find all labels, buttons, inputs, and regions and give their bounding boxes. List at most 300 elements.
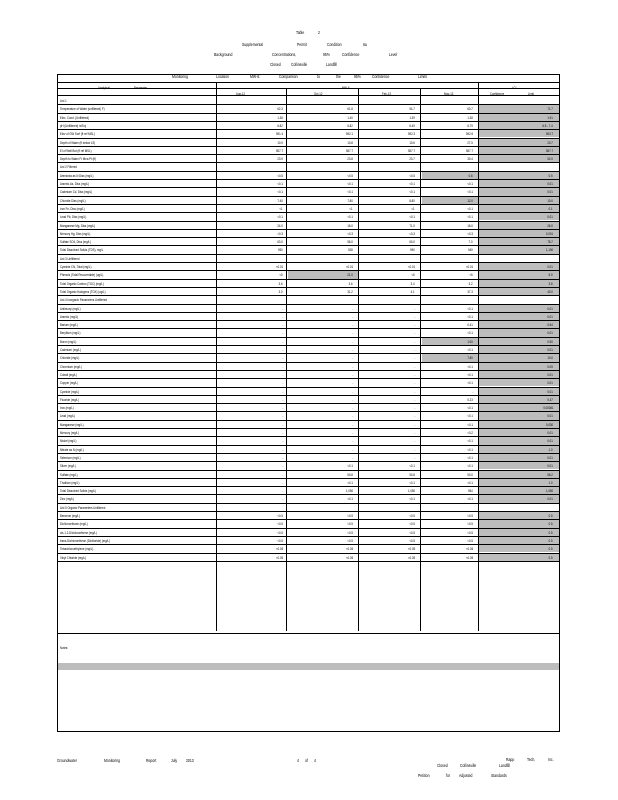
value-cell: 3.0 — [279, 288, 283, 294]
value-cell: - — [352, 396, 353, 402]
value-cell: <0.01 — [345, 264, 353, 269]
parameter-label: Cobalt (mg/L) — [60, 371, 77, 377]
lcl-shade — [479, 512, 559, 519]
value-cell: - — [352, 413, 353, 419]
value-cell: <0.1 — [467, 330, 473, 336]
col-head-date: Aug-12 — [236, 91, 246, 96]
col-head-parameter: Parameter — [134, 85, 148, 90]
value-cell: - — [414, 313, 415, 319]
value-cell: <0.1 — [467, 363, 473, 369]
value-cell: <0.1 — [467, 305, 473, 311]
value-cell: 10.6 — [409, 139, 415, 145]
value-cell: - — [414, 438, 415, 444]
parameter-label: Tetrachloroethylene (mg/L) — [60, 546, 94, 552]
lcl-cell: 0.01 — [547, 430, 553, 435]
value-cell: - — [352, 446, 353, 452]
section-label: List 4 Inorganic Parameters Unfiltered — [60, 297, 108, 303]
col-head-date: Feb-13 — [382, 91, 391, 96]
value-cell: - — [282, 347, 283, 352]
value-cell: 23.8 — [347, 156, 353, 162]
value-cell: 3.6 — [279, 280, 283, 286]
value-cell: <0.01 — [407, 264, 415, 269]
value-cell: 50.8 — [409, 471, 415, 477]
value-cell: 61.8 — [347, 106, 353, 112]
lcl-cell: 0.01 — [547, 413, 553, 419]
parameter-label: Chloride Diss (mg/L) — [60, 197, 86, 203]
value-cell: <0.05 — [345, 554, 353, 560]
value-cell: <5 — [469, 272, 473, 278]
company-word: Rapp — [506, 757, 515, 762]
value-cell: 950 — [278, 247, 283, 253]
value-cell: <0.1 — [467, 181, 473, 186]
value-cell: - — [282, 496, 283, 502]
value-cell: <0.5 — [409, 537, 415, 543]
col-head-date: Oct-12 — [314, 91, 323, 96]
row-rule — [58, 561, 559, 562]
parameter-label: Manganese (mg/L) — [60, 421, 84, 427]
value-cell: - — [414, 363, 415, 369]
band-word: the — [336, 74, 341, 79]
parameter-label: Iron Fe, Diss (mg/L) — [60, 205, 85, 211]
value-cell: - — [352, 371, 353, 377]
value-cell: - — [352, 355, 353, 361]
parameter-label: Beryllium (mg/L) — [60, 330, 81, 336]
lcl-cell: 0.01 — [547, 181, 553, 186]
value-cell: <0.5 — [467, 521, 473, 527]
value-cell: <1 — [279, 205, 283, 211]
title-word: Landfill — [326, 62, 337, 67]
section-label: List 3 Unfiltered — [60, 255, 80, 261]
value-cell: 940 — [468, 247, 473, 253]
parameter-label: Barium (mg/L) — [60, 322, 78, 328]
value-cell: <0.1 — [467, 454, 473, 460]
lcl-cell: 10.0 — [547, 197, 553, 203]
value-cell: - — [414, 405, 415, 411]
lcl-cell: 0.5 — [549, 521, 553, 527]
lcl-cell: 0.50 — [547, 338, 553, 344]
value-cell: <0.1 — [409, 181, 415, 186]
value-cell: 21.0 — [347, 272, 353, 278]
value-cell: - — [352, 347, 353, 352]
value-cell: 1.38 — [467, 114, 473, 120]
value-cell: 3.6 — [349, 280, 353, 286]
parameter-label: pH (Unfiltered) mS/cj — [60, 122, 86, 128]
title-word: Condition — [327, 42, 342, 47]
band-word: Location — [216, 74, 230, 79]
value-cell: 31.2 — [347, 288, 353, 294]
value-cell: <0.5 — [277, 537, 283, 543]
lcl-cell: 26.0 — [547, 222, 553, 228]
lcl-cell: 40.0 — [547, 288, 553, 294]
lcl-cell: 56.2 — [547, 471, 553, 477]
parameter-label: Cadmium (mg/L) — [60, 347, 81, 352]
lcl-cell: 0.01 — [547, 313, 553, 319]
divider — [58, 95, 559, 96]
col-head-confidence: Confidence — [490, 91, 505, 96]
value-cell: - — [282, 405, 283, 411]
value-cell: 58.0 — [347, 239, 353, 245]
value-cell: <0.1 — [347, 479, 353, 485]
value-cell: <0.1 — [347, 214, 353, 220]
lcl-shade — [479, 520, 559, 527]
parameter-label: Arsenic (mg/L) — [60, 313, 79, 319]
lcl-cell: 0.47 — [547, 396, 553, 402]
value-cell: <0.1 — [467, 189, 473, 195]
title-word: 6a — [363, 42, 367, 47]
lcl-cell: 0.1 — [549, 205, 553, 211]
value-cell: - — [414, 454, 415, 460]
value-cell: <0.3 — [467, 230, 473, 236]
band-word: to — [317, 74, 320, 79]
value-cell: <0.1 — [277, 181, 283, 186]
parameter-label: Vinyl Chloride (mg/L) — [60, 554, 87, 560]
parameter-label: trans-Dichloroethene (Dichloride) (mg/L) — [60, 537, 110, 543]
title-word: Permit — [297, 42, 307, 47]
parameter-label: Mercury (mg/L) — [60, 430, 79, 435]
value-cell: - — [352, 430, 353, 435]
value-cell: - — [282, 371, 283, 377]
lcl-cell: 1.0 — [549, 479, 553, 485]
value-cell: <0.01 — [465, 264, 473, 269]
title-word: Concentrations, — [272, 52, 297, 57]
value-cell: 954 — [468, 488, 473, 494]
value-cell: 30.4 — [467, 156, 473, 162]
value-cell: <0.01 — [275, 264, 283, 269]
value-cell: - — [414, 322, 415, 328]
value-cell: <0.1 — [409, 214, 415, 220]
value-cell: - — [282, 330, 283, 336]
value-cell: - — [352, 330, 353, 336]
value-cell: 37.3 — [467, 288, 473, 294]
footer-word: 2013 — [186, 758, 194, 763]
parameter-label: Lead Pb, Diss (mg/L) — [60, 214, 87, 220]
footer-word: for — [446, 773, 451, 778]
value-cell: - — [352, 454, 353, 460]
value-cell: - — [352, 322, 353, 328]
lcl-cell: 557.7 — [545, 147, 553, 153]
lcl-shade — [479, 271, 559, 278]
lcl-cell: 0.001 — [545, 230, 553, 236]
parameter-label: Mercury Hg, Diss (mg/L) — [60, 230, 91, 236]
parameter-label: Elec. Cond. (Unfiltered) — [60, 114, 90, 120]
value-cell: - — [414, 413, 415, 419]
parameter-label: Arsenic As, Diss (mg/L) — [60, 181, 90, 186]
value-cell: 7.0 — [469, 239, 473, 245]
value-cell: 0.41 — [467, 322, 473, 328]
value-cell: 1.39 — [409, 114, 415, 120]
lcl-shade — [479, 205, 559, 212]
parameter-label: Iron (mg/L) — [60, 405, 74, 411]
value-cell: <0.5 — [347, 537, 353, 543]
value-cell: - — [282, 355, 283, 361]
value-cell: <0.5 — [347, 521, 353, 527]
value-cell: <0.1 — [467, 380, 473, 386]
column-rule — [420, 88, 421, 631]
lcl-cell: 0.5 — [549, 537, 553, 543]
lcl-cell: 0.01 — [547, 264, 553, 269]
value-cell: <0.1 — [467, 463, 473, 469]
value-cell: <0.1 — [409, 463, 415, 469]
lcl-cell: 52.0 — [547, 156, 553, 162]
value-cell: 23.7 — [409, 156, 415, 162]
parameter-label: Thallium (mg/L) — [60, 479, 80, 485]
footer-word: Collinsville — [460, 763, 477, 768]
value-cell: 3.2 — [469, 280, 473, 286]
value-cell: 1.00 — [467, 338, 473, 344]
value-cell: <0.1 — [467, 421, 473, 427]
value-cell: <0.1 — [467, 371, 473, 377]
value-cell: 60.7 — [467, 106, 473, 112]
company-word: Tech, — [527, 757, 536, 762]
section-label: List 2 Filtered — [60, 164, 77, 170]
col-head-analytical: Analytical — [98, 85, 110, 90]
value-cell: <0.1 — [409, 189, 415, 195]
value-cell: <0.5 — [347, 513, 353, 518]
value-cell: - — [414, 355, 415, 361]
value-cell: 6.82 — [347, 122, 353, 128]
footer-landfill: Landfill — [499, 763, 510, 768]
lcl-cell: 0.5 — [549, 529, 553, 535]
value-cell: 7.80 — [467, 355, 473, 361]
footer-word: July — [171, 758, 178, 763]
lcl-cell: 0.01 — [547, 388, 553, 394]
value-cell: - — [282, 313, 283, 319]
value-cell: <0.5 — [409, 529, 415, 535]
value-cell: <5 — [279, 272, 283, 278]
lcl-cell: 0.01 — [547, 438, 553, 444]
value-cell: <0.05 — [407, 554, 415, 560]
value-cell: <0.1 — [467, 405, 473, 411]
column-rule — [478, 82, 479, 631]
parameter-label: Sulfate (mg/L) — [60, 471, 78, 477]
parameter-label: Dichloroethane (mg/L) — [60, 521, 88, 527]
value-cell: <1 — [349, 205, 353, 211]
lcl-cell: 0.01 — [547, 380, 553, 386]
value-cell: <0.5 — [277, 529, 283, 535]
value-cell: <0.5 — [467, 529, 473, 535]
lcl-cell: 1.91 — [547, 114, 553, 120]
band-word: 95% — [354, 74, 361, 79]
value-cell: <0.1 — [467, 313, 473, 319]
value-cell: 1.38 — [277, 114, 283, 120]
col-head-well: MW-6 — [342, 85, 350, 90]
lcl-cell: 20.7 — [547, 139, 553, 145]
parameter-label: Temperature of Water (unfiltered) F) — [60, 106, 105, 112]
value-cell: 1.40 — [347, 114, 353, 120]
value-cell: - — [414, 338, 415, 344]
value-cell: 16.0 — [467, 222, 473, 228]
value-cell: 7.80 — [347, 197, 353, 203]
parameter-label: Zinc (mg/L) — [60, 496, 75, 502]
value-cell: - — [352, 363, 353, 369]
value-cell: 557.7 — [407, 147, 415, 153]
lcl-cell: 0.01 — [547, 330, 553, 336]
value-cell: 71.0 — [409, 222, 415, 228]
table-number: 2 — [318, 30, 320, 35]
title-word: Supplemental — [242, 42, 264, 47]
value-cell: <0.3 — [277, 230, 283, 236]
value-cell: 50.8 — [347, 471, 353, 477]
value-cell: 592.3 — [407, 131, 415, 137]
value-cell: 10.8 — [347, 139, 353, 145]
row-rule — [58, 503, 559, 504]
parameter-label: Silver (mg/L) — [60, 463, 76, 469]
lcl-cell: 0.01 — [547, 214, 553, 220]
parameter-label: Chromium (mg/L) — [60, 363, 82, 369]
value-cell: <0.1 — [347, 189, 353, 195]
divider — [58, 633, 559, 634]
value-cell: 6.82 — [277, 122, 283, 128]
lcl-shade — [479, 545, 559, 552]
footer-word: Petition — [418, 773, 430, 778]
parameter-label: Ammonia as N Diss (mg/L) — [60, 172, 94, 178]
value-cell: - — [352, 388, 353, 394]
footer-word: Report — [146, 758, 157, 763]
parameter-label: Sulfate SO4, Diss (mg/L) — [60, 239, 91, 245]
value-cell: - — [282, 454, 283, 460]
col-head-limit: Limit — [528, 91, 534, 96]
title-word: Level — [389, 52, 398, 57]
value-cell: 928 — [348, 247, 353, 253]
value-cell: - — [352, 313, 353, 319]
value-cell: - — [472, 388, 473, 394]
value-cell: - — [414, 396, 415, 402]
value-cell: - — [414, 380, 415, 386]
value-cell: 4.1 — [411, 288, 415, 294]
value-cell: - — [282, 479, 283, 485]
value-cell: <0.3 — [347, 230, 353, 236]
value-cell: <0.5 — [409, 172, 415, 178]
parameter-label: Elev of GW Surf (ft ref MSL) — [60, 131, 95, 137]
band-word: Monitoring — [172, 74, 189, 79]
notes-label: Notes: — [60, 645, 69, 650]
parameter-label: Cyanide CN, Total (mg/L) — [60, 264, 92, 269]
value-cell: - — [414, 330, 415, 336]
value-cell: <0.3 — [409, 230, 415, 236]
value-cell: <0.05 — [275, 546, 283, 552]
value-cell: 557.7 — [345, 147, 353, 153]
footer-word: Standards — [491, 773, 507, 778]
value-cell: <0.05 — [407, 546, 415, 552]
parameter-label: Total Dissolved Solids (TDS), mg/L — [60, 247, 104, 253]
lcl-cell: 0.5 — [549, 172, 553, 178]
value-cell: - — [282, 413, 283, 419]
row-rule — [58, 162, 559, 163]
value-cell: - — [352, 438, 353, 444]
value-cell: - — [414, 421, 415, 427]
lcl-cell: 1,100 — [545, 247, 553, 253]
lcl-cell: 0.5 — [549, 554, 553, 560]
lcl-cell: 0.5 — [549, 546, 553, 552]
value-cell: - — [282, 363, 283, 369]
lcl-cell: 0.030 — [545, 421, 553, 427]
parameter-label: Nitrate as N (mg/L) — [60, 446, 84, 452]
value-cell: - — [414, 388, 415, 394]
value-cell: 592.6 — [465, 131, 473, 137]
lcl-cell: 5.0 — [549, 272, 553, 278]
col-head-date: May-13 — [444, 91, 454, 96]
lcl-cell: 0.01 — [547, 305, 553, 311]
value-cell: - — [282, 322, 283, 328]
value-cell: <0.1 — [467, 214, 473, 220]
value-cell: 3.4 — [411, 280, 415, 286]
value-cell: - — [414, 347, 415, 352]
lcl-shade — [479, 537, 559, 544]
value-cell: 23.9 — [277, 156, 283, 162]
value-cell: <0.1 — [409, 479, 415, 485]
footer-word: Closed — [437, 763, 448, 768]
value-cell: <0.1 — [467, 413, 473, 419]
value-cell: 592.1 — [345, 131, 353, 137]
value-cell: 591.4 — [275, 131, 283, 137]
parameter-label: Boron (mg/L) — [60, 338, 77, 344]
lcl-cell: 10.0 — [547, 355, 553, 361]
value-cell: <5 — [411, 272, 415, 278]
value-cell: - — [282, 446, 283, 452]
value-cell: - — [414, 371, 415, 377]
value-cell: - — [414, 430, 415, 435]
parameter-label: Cadmium Cd, Diss (mg/L) — [60, 189, 93, 195]
band-word: Comparison — [279, 74, 298, 79]
section-label: List 1 — [60, 98, 67, 103]
lcl-cell: 0.01 — [547, 371, 553, 377]
value-cell: <1 — [411, 205, 415, 211]
value-cell: <0.1 — [277, 189, 283, 195]
lcl-cell: 0.00081 — [542, 405, 553, 411]
value-cell: 12.0 — [467, 197, 473, 203]
value-cell: - — [282, 438, 283, 444]
value-cell: 60.0 — [409, 239, 415, 245]
lcl-shade — [479, 280, 559, 287]
value-cell: <0.1 — [467, 347, 473, 352]
value-cell: - — [282, 471, 283, 477]
col-head-lcl: LCL — [512, 85, 518, 90]
value-cell: - — [282, 430, 283, 435]
value-cell: <0.1 — [347, 496, 353, 502]
notes-band — [58, 663, 559, 670]
parameter-label: Selenium (mg/L) — [60, 454, 81, 460]
parameter-label: Depth to Water Fr Mea Pt (ft) — [60, 156, 96, 162]
band-word: Confidence — [372, 74, 390, 79]
parameter-label: Manganese Mg, Diss (mg/L) — [60, 222, 96, 228]
footer-word: Groundwater — [57, 758, 77, 763]
value-cell: 0.6 — [469, 172, 473, 178]
value-cell: - — [282, 305, 283, 311]
parameter-label: Cyanide (mg/L) — [60, 388, 80, 394]
parameter-label: Nickel (mg/L) — [60, 438, 77, 444]
parameter-label: Total Organic Carbon (TOC) (mg/L) — [60, 280, 104, 286]
title-word: Background — [214, 52, 233, 57]
parameter-label: Total Organic Halogens (TOX) (ug/L) — [60, 288, 106, 294]
lcl-cell: 3.8 — [549, 280, 553, 286]
title-word: 95% — [323, 52, 330, 57]
lcl-cell: 0.5 — [549, 513, 553, 518]
page-total: 4 — [314, 758, 316, 763]
value-cell: 557.7 — [275, 147, 283, 153]
parameter-label: Total Dissolved Solids (mg/L) — [60, 488, 97, 494]
lcl-cell: 6.5 - 7.4 — [542, 122, 553, 128]
value-cell: <0.1 — [467, 438, 473, 444]
value-cell: <0.1 — [409, 496, 415, 502]
company-word: Inc. — [548, 757, 554, 762]
value-cell: 63.0 — [277, 239, 283, 245]
value-cell: 8.80 — [409, 197, 415, 203]
lcl-cell: 0.01 — [547, 496, 553, 502]
value-cell: 990 — [410, 247, 415, 253]
parameter-label: Phenols (Total Recoverable) (ug/L) — [60, 272, 104, 278]
value-cell: - — [282, 396, 283, 402]
value-cell: - — [282, 388, 283, 394]
